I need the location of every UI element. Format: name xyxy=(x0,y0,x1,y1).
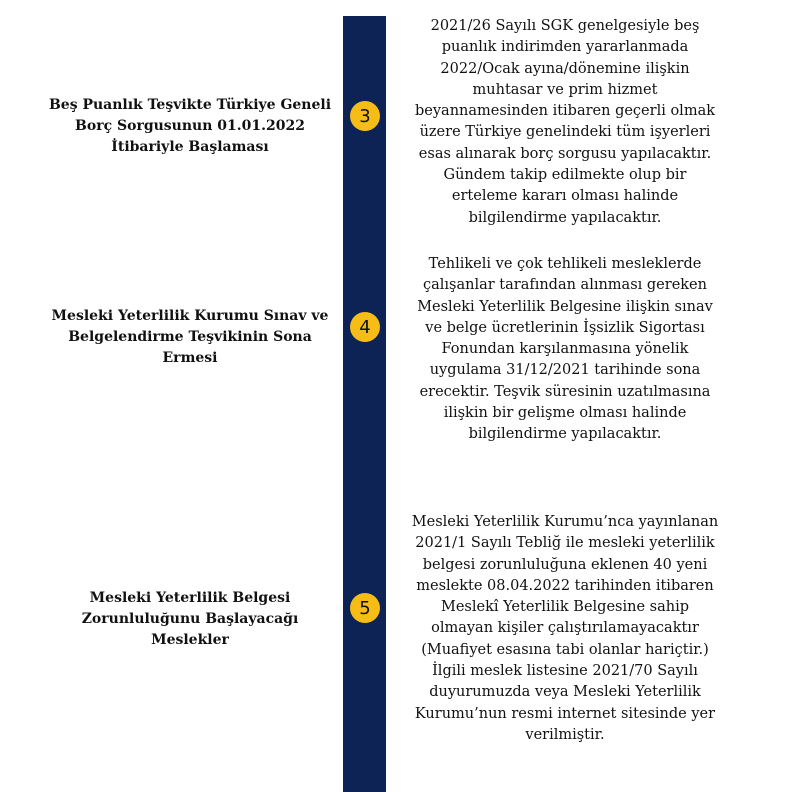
desc-line: 2022/Ocak ayına/dönemine ilişkin xyxy=(440,60,690,77)
desc-line: Kurumu’nun resmi internet sitesinde yer xyxy=(414,705,716,722)
item-5-description xyxy=(393,512,737,746)
desc-line: İlgili meslek listesine 2021/70 Sayılı xyxy=(432,663,698,680)
desc-line: olmayan kişiler çalıştırılamayacaktır xyxy=(431,620,699,637)
desc-line: üzere Türkiye genelindeki tüm işyerleri xyxy=(419,124,711,141)
item-3-title xyxy=(40,95,340,158)
title-line: Beş Puanlık Teşvikte Türkiye Geneli xyxy=(48,97,332,113)
item-4-title xyxy=(40,306,340,369)
desc-line: puanlık indirimden yararlanmada xyxy=(441,39,689,56)
desc-line: Meslekî Yeterlilik Belgesine sahip xyxy=(441,599,689,616)
item-4-description xyxy=(393,254,737,446)
desc-line: Gündem takip edilmekte olup bir xyxy=(443,167,687,184)
title-line: Mesleki Yeterlilik Belgesi xyxy=(89,590,291,606)
desc-line: bilgilendirme yapılacaktır. xyxy=(468,209,662,226)
desc-line: esas alınarak borç sorgusu yapılacaktır. xyxy=(418,145,712,162)
desc-line: Mesleki Yeterlilik Belgesine ilişkin sınav xyxy=(417,298,713,315)
title-line: Zorunluluğunu Başlayacağı xyxy=(81,611,299,627)
desc-line: muhtasar ve prim hizmet xyxy=(472,81,658,98)
title-line: Ermesi xyxy=(162,350,218,366)
desc-line: ve belge ücretlerinin İşsizlik Sigortası xyxy=(425,319,705,336)
title-line: Mesleki Yeterlilik Kurumu Sınav ve xyxy=(51,308,329,324)
title-line: Belgelendirme Teşvikinin Sona xyxy=(68,329,312,345)
desc-line: (Muafiyet esasına tabi olanlar hariçtir.) xyxy=(421,641,709,658)
desc-line: uygulama 31/12/2021 tarihinde sona xyxy=(429,362,701,379)
item-5-number-badge: 5 xyxy=(350,593,380,623)
desc-line: verilmiştir. xyxy=(525,726,605,743)
desc-line: duyurumuzda veya Mesleki Yeterlilik xyxy=(429,684,701,701)
item-3-description xyxy=(393,16,737,229)
desc-line: Tehlikeli ve çok tehlikeli mesleklerde xyxy=(428,256,702,272)
desc-line: çalışanlar tarafından alınması gereken xyxy=(423,277,707,294)
title-line: İtibariyle Başlaması xyxy=(111,139,269,155)
item-4-number-badge: 4 xyxy=(350,312,380,342)
item-3-number-badge: 3 xyxy=(350,101,380,131)
desc-line: bilgilendirme yapılacaktır. xyxy=(468,426,662,443)
desc-line: erteleme kararı olması halinde xyxy=(451,188,679,205)
desc-line: belgesi zorunluluğuna eklenen 40 yeni xyxy=(422,556,708,573)
desc-line: Fonundan karşılanmasına yönelik xyxy=(441,341,689,358)
desc-line: 2021/1 Sayılı Tebliğ ile mesleki yeterlilik xyxy=(415,535,715,552)
item-5-title xyxy=(40,588,340,651)
desc-line: meslekte 08.04.2022 tarihinden itibaren xyxy=(416,577,714,594)
title-line: Meslekler xyxy=(151,632,229,648)
desc-line: erecektir. Teşvik süresinin uzatılmasına xyxy=(419,383,711,400)
desc-line: 2021/26 Sayılı SGK genelgesiyle beş xyxy=(430,18,700,34)
timeline-bar xyxy=(343,16,386,792)
desc-line: beyannamesinden itibaren geçerli olmak xyxy=(415,103,715,120)
desc-line: Mesleki Yeterlilik Kurumu’nca yayınlanan xyxy=(411,514,719,530)
title-line: Borç Sorgusunun 01.01.2022 xyxy=(75,118,305,134)
desc-line: ilişkin bir gelişme olması halinde xyxy=(443,405,687,422)
